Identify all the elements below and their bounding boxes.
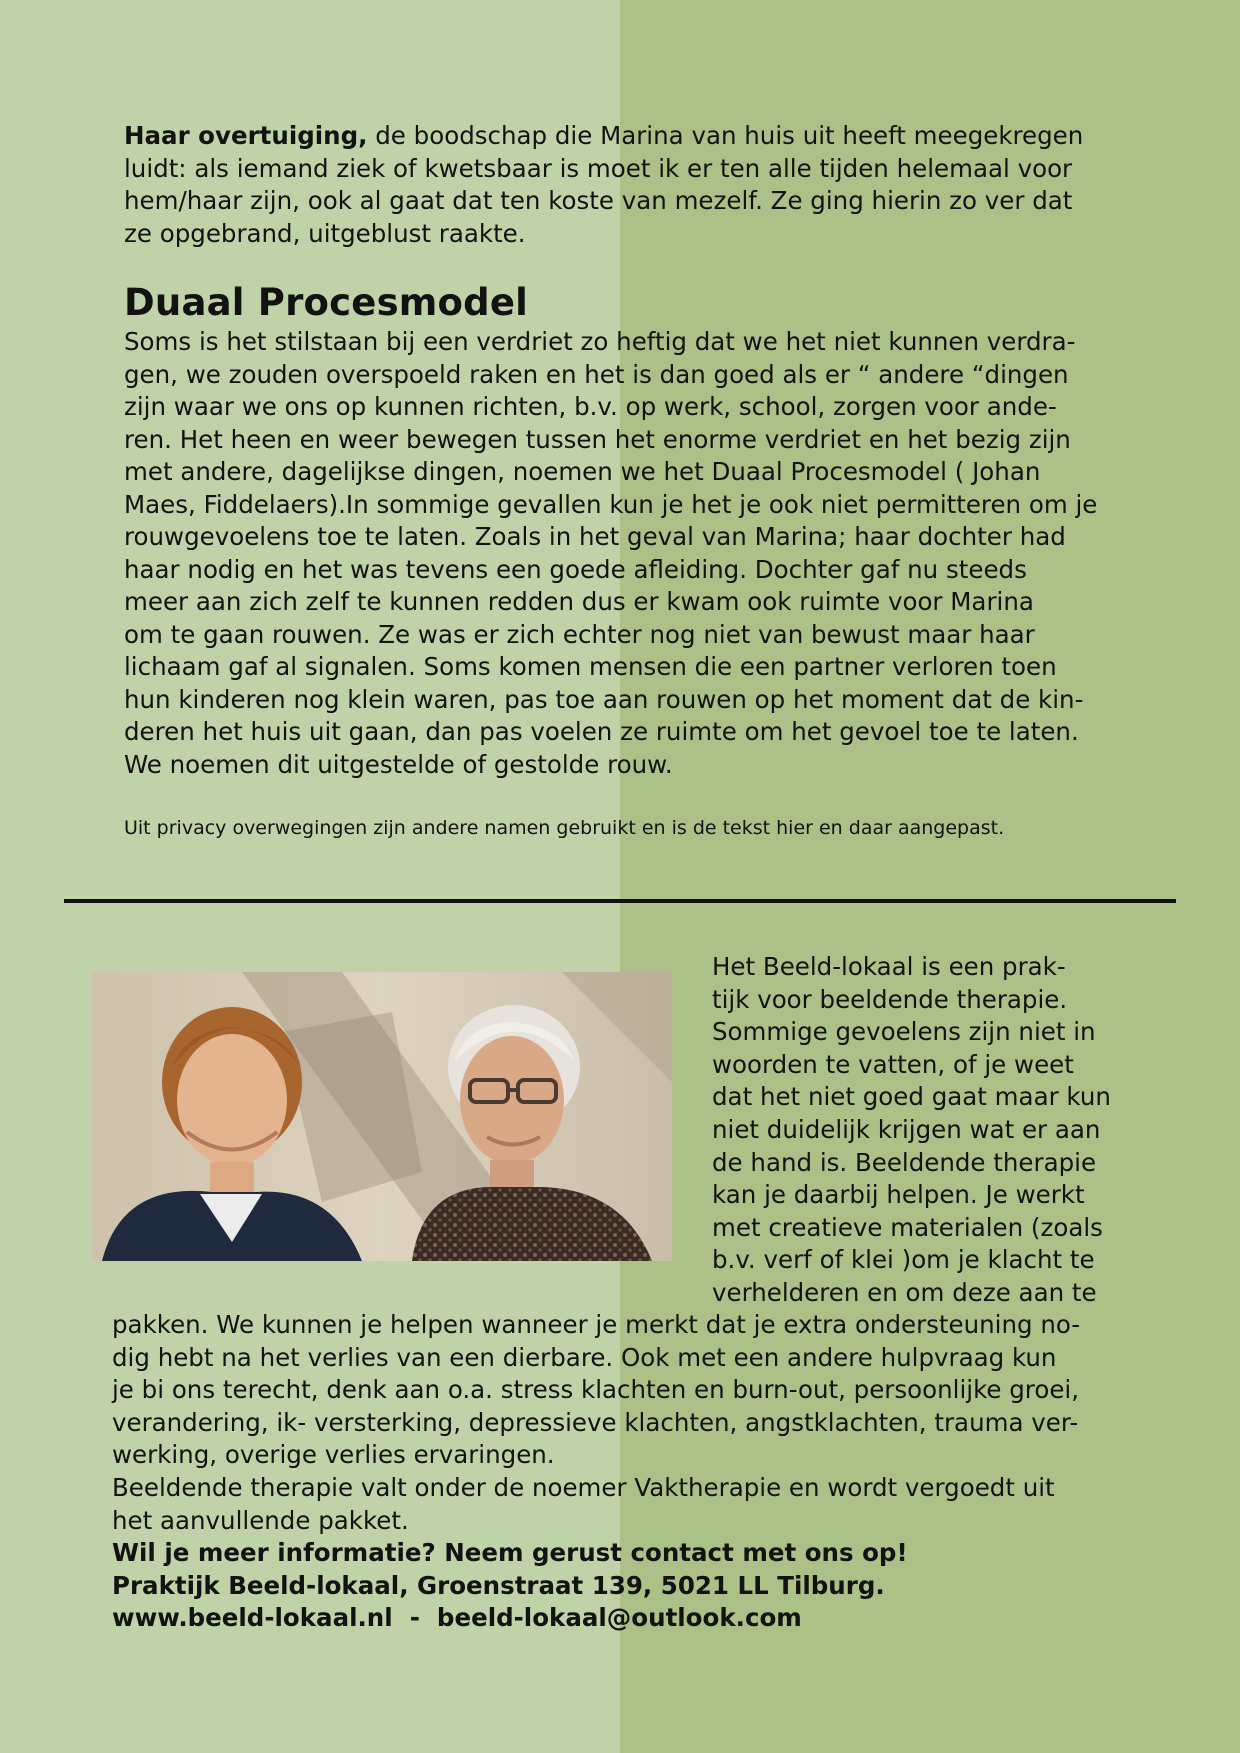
- body-line: lichaam gaf al signalen. Soms komen mensen die een partner verloren toen: [124, 652, 1057, 681]
- body-line: rouwgevoelens toe te laten. Zoals in het geval van Marina; haar dochter had: [124, 522, 1066, 551]
- body-line: Maes, Fiddelaers).In sommige gevallen kun je het je ook niet permitteren om je: [124, 489, 1098, 519]
- about-line: Sommige gevoelens zijn niet in: [712, 1017, 1096, 1047]
- about-line: b.v. verf of klei )om je klacht te: [712, 1245, 1095, 1275]
- portrait-photo: [92, 972, 672, 1261]
- body-line: We noemen dit uitgestelde of gestolde rouw.: [124, 749, 673, 779]
- about-line: met creatieve materialen (zoals: [712, 1212, 1103, 1242]
- contact-address: Praktijk Beeld-lokaal, Groenstraat 139, 5021 LL Tilburg.: [112, 1570, 885, 1600]
- about-line: verandering, ik- versterking, depressieve klachten, angstklachten, trauma ver-: [112, 1407, 1079, 1437]
- body-line: haar nodig en het was tevens een goede afleiding. Dochter gaf nu steeds: [124, 554, 1027, 584]
- about-line: je bi ons terecht, denk aan o.a. stress klachten en burn-out, persoonlijke groei,: [112, 1375, 1079, 1405]
- intro-line: hem/haar zijn, ook al gaat dat ten koste van mezelf. Ze ging hierin zo ver dat: [124, 186, 1073, 215]
- intro-line: luidt: als iemand ziek of kwetsbaar is moet ik er ten alle tijden helemaal voor: [124, 153, 1073, 183]
- about-line: woorden te vatten, of je weet: [712, 1049, 1074, 1079]
- section-title: Duaal Procesmodel: [124, 281, 529, 324]
- body-line: Soms is het stilstaan bij een verdriet zo heftig dat we het niet kunnen verdra-: [124, 327, 1076, 356]
- body-line: met andere, dagelijkse dingen, noemen we het Duaal Procesmodel ( Johan: [124, 457, 1041, 486]
- about-text-narrow: [712, 951, 1182, 1310]
- privacy-note: Uit privacy overwegingen zijn andere namen gebruikt en is de tekst hier en daar aangepast.: [124, 817, 1005, 839]
- about-line: dat het niet goed gaat maar kun: [712, 1082, 1111, 1112]
- about-line: de hand is. Beeldende therapie: [712, 1147, 1097, 1177]
- about-line: werking, overige verlies ervaringen.: [112, 1440, 555, 1470]
- contact-block: [112, 1537, 1187, 1635]
- contact-cta: Wil je meer informatie? Neem gerust contact met ons op!: [112, 1538, 908, 1567]
- section-body: [124, 326, 1174, 781]
- intro-line: de boodschap die Marina van huis uit heeft meegekregen: [367, 121, 1084, 150]
- contact-web-email[interactable]: www.beeld-lokaal.nl - beeld-lokaal@outlook.com: [112, 1603, 802, 1633]
- about-line: kan je daarbij helpen. Je werkt: [712, 1180, 1085, 1210]
- about-line: verhelderen en om deze aan te: [712, 1277, 1097, 1307]
- about-line: Beeldende therapie valt onder de noemer Vaktherapie en wordt vergoedt uit: [112, 1472, 1055, 1502]
- body-line: zijn waar we ons op kunnen richten, b.v. op werk, school, zorgen voor ande-: [124, 392, 1057, 421]
- about-line: Het Beeld-lokaal is een prak-: [712, 952, 1066, 981]
- divider: [64, 899, 1176, 903]
- about-line: tijk voor beeldende therapie.: [712, 984, 1068, 1014]
- body-line: hun kinderen nog klein waren, pas toe aan rouwen op het moment dat de kin-: [124, 684, 1084, 714]
- about-text-wide: [112, 1309, 1187, 1537]
- body-line: gen, we zouden overspoeld raken en het is dan goed als er “ andere “dingen: [124, 359, 1069, 389]
- body-line: om te gaan rouwen. Ze was er zich echter nog niet van bewust maar haar: [124, 619, 1035, 649]
- about-line: niet duidelijk krijgen wat er aan: [712, 1114, 1101, 1144]
- body-line: meer aan zich zelf te kunnen redden dus er kwam ook ruimte voor Marina: [124, 587, 1034, 616]
- about-line: pakken. We kunnen je helpen wanneer je merkt dat je extra ondersteuning no-: [112, 1310, 1081, 1339]
- about-line: dig hebt na het verlies van een dierbare. Ook met een andere hulpvraag kun: [112, 1342, 1057, 1372]
- about-line: het aanvullende pakket.: [112, 1505, 409, 1535]
- intro-lead: Haar overtuiging,: [124, 121, 368, 150]
- intro-paragraph: [124, 120, 1154, 250]
- body-line: deren het huis uit gaan, dan pas voelen ze ruimte om het gevoel toe te laten.: [124, 717, 1079, 746]
- body-line: ren. Het heen en weer bewegen tussen het enorme verdriet en het bezig zijn: [124, 424, 1071, 454]
- intro-line: ze opgebrand, uitgeblust raakte.: [124, 218, 526, 248]
